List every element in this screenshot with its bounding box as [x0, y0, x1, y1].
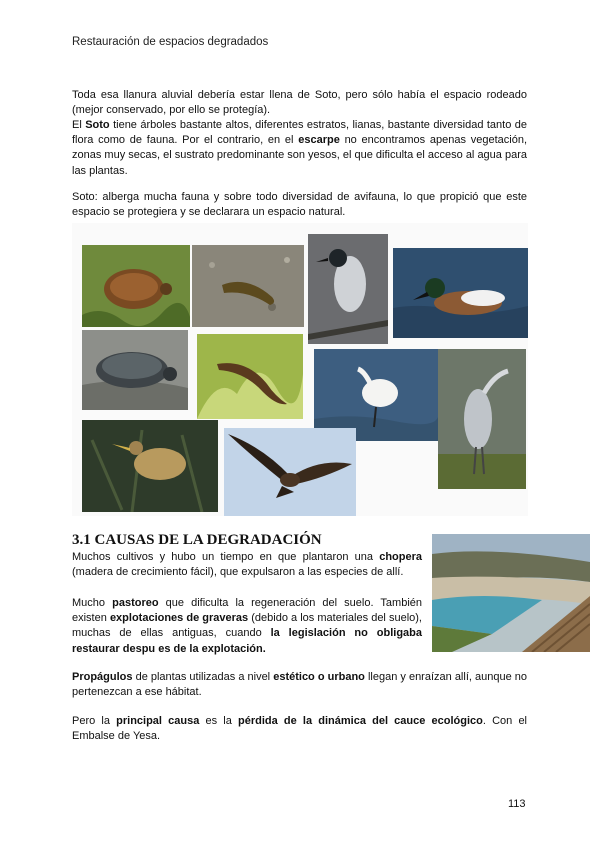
perdida-dinamica-term: pérdida de la dinámica del cauce ecológico	[238, 715, 483, 727]
causes-paragraph-4: Pero la principal causa es la pérdida de la dinámica del cauce ecológico. Con el Embalse de Yesa.	[72, 715, 528, 743]
photo-eagle-flight	[224, 428, 356, 516]
photo-turtle-rock	[82, 330, 188, 410]
photo-salamander-gravel	[192, 245, 304, 327]
photo-yesa-reservoir	[432, 534, 590, 652]
intro-paragraph-2: El Soto tiene árboles bastante altos, diferentes estratos, lianas, bastante diversidad tanto de flora como de fauna. Por el contrario, en el escarpe no encontramos apenas vegetación, zonas muy secas, el sustrato predominante son yesos, el que dificulta el acceso al agua para las plantas.	[72, 119, 527, 177]
causes-paragraph-2: Mucho pastoreo que dificulta la regeneración del suelo. También existen explotaciones de graveras (debido a los materiales del suelo), muchas de ellas antiguas, cuando la legislación no obligaba restaurar despu es de la explotación.	[72, 597, 422, 655]
escarpe-term: escarpe	[298, 134, 340, 147]
causes-paragraph-3: Propágulos de plantas utilizadas a nivel estético o urbano llegan y enraízan allí, aunque no pertenezcan a ese hábitat.	[72, 671, 528, 699]
intro-paragraph-3: Soto: alberga mucha fauna y sobre todo diversidad de avifauna, lo que propició que este espacio se protegiera y se declarara un espacio natural.	[72, 191, 527, 219]
intro-paragraph-1: Toda esa llanura aluvial debería estar llena de Soto, pero sólo había el espacio rodeado (mejor conservado, por ello se protegía).	[72, 89, 527, 117]
page-header: Restauración de espacios degradados	[72, 36, 269, 48]
graveras-term: explotaciones de graveras	[109, 612, 249, 625]
propagulos-term: Propágulos	[72, 671, 133, 683]
causes-paragraph-1: Muchos cultivos y hubo un tiempo en que plantaron una chopera (madera de crecimiento fácil), que expulsaron a las especies de allí.	[72, 551, 422, 579]
soto-term: Soto	[85, 119, 110, 131]
chopera-term: chopera	[379, 551, 422, 563]
photo-grey-heron	[438, 349, 526, 489]
photo-shoveler-duck	[393, 248, 528, 338]
photo-turtle-grass	[82, 245, 190, 327]
page-number: 113	[508, 798, 526, 810]
pastoreo-term: pastoreo	[112, 597, 159, 609]
section-title: 3.1 CAUSAS DE LA DEGRADACIÓN	[72, 532, 322, 548]
photo-bittern	[82, 420, 218, 512]
estetico-urbano-term: estético o urbano	[273, 671, 365, 683]
fauna-photo-collage	[72, 223, 528, 516]
legislacion-term: la legislación no obligaba restaurar despu es de la explotación.	[72, 627, 422, 655]
photo-lizard-moss	[197, 334, 303, 419]
photo-night-heron	[308, 234, 388, 344]
principal-causa-term: principal causa	[116, 715, 200, 727]
